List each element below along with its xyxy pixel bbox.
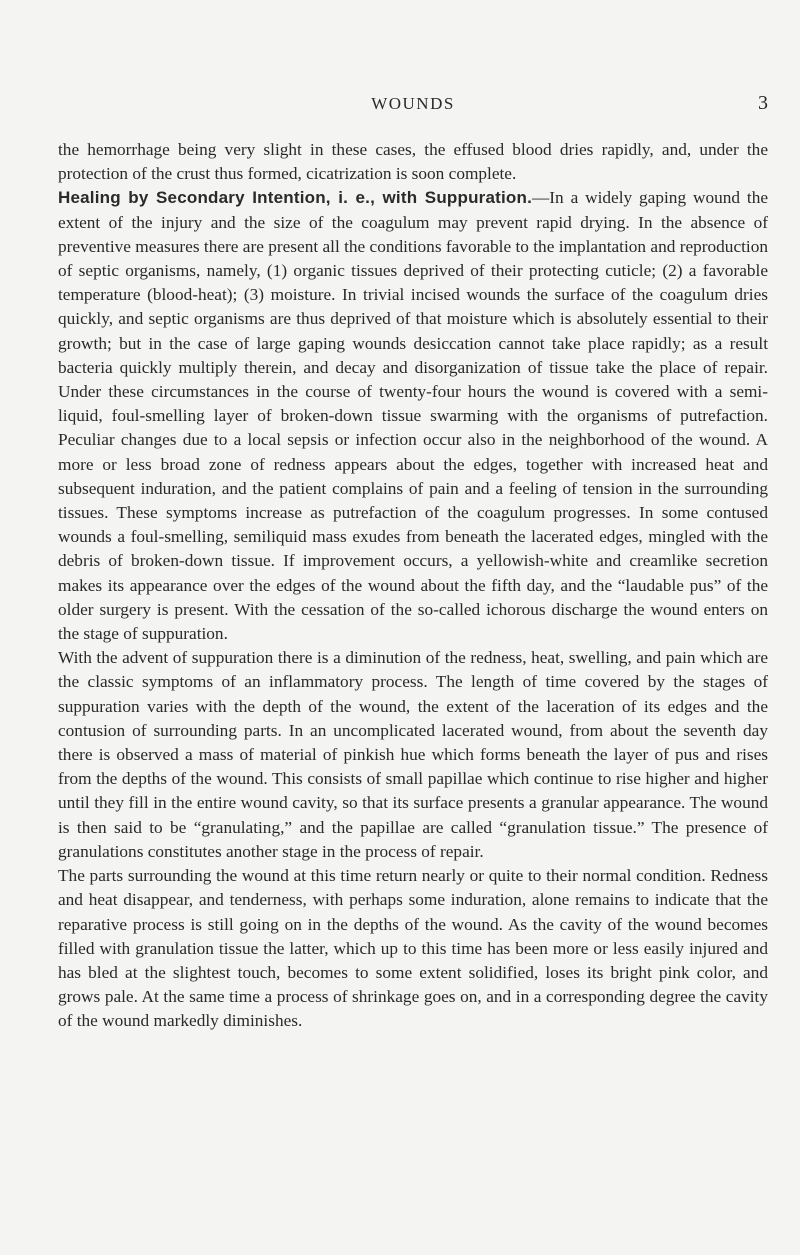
body-text xyxy=(58,138,768,1034)
paragraph-4: The parts surrounding the wound at this time return nearly or quite to their normal condition. Redness and heat disappear, and tenderness, with perhaps some induration, alone remains to indicate that the reparative process is still going on in the depths of the wound. As the cavity of the wound becomes filled with granulation tissue the latter, which up to this time has been more or less easily injured and has bled at the slightest touch, becomes to some extent solidified, loses its bright pink color, and grows pale. At the same time a process of shrinkage goes on, and in a corresponding degree the cavity of the wound markedly diminishes. xyxy=(58,866,768,1031)
page-number: 3 xyxy=(758,92,768,114)
running-head: WOUNDS xyxy=(371,94,455,113)
paragraph-2 xyxy=(58,186,768,646)
paragraph-3: With the advent of suppuration there is a diminution of the redness, heat, swelling, and pain which are the classic symptoms of an inflammatory process. The length of time covered by the stages of suppuration varies with the depth of the wound, the extent of the laceration of its edges and the contusion of surrounding parts. In an uncomplicated lacerated wound, from about the seventh day there is observed a mass of material of pinkish hue which forms beneath the layer of pus and rises from the depths of the wound. This consists of small papillae which continue to rise higher and higher until they fill in the entire wound cavity, so that its surface presents a granular appearance. The wound is then said to be “granulating,” and the papillae are called “granulation tissue.” The presence of granulations constitutes another stage in the process of repair. xyxy=(58,648,768,861)
page-header xyxy=(58,94,768,120)
paragraph-1: the hemorrhage being very slight in these cases, the effused blood dries rapidly, and, under the protection of the crust thus formed, cicatrization is soon complete. xyxy=(58,140,768,184)
section-heading: Healing by Secondary Intention, i. e., with Suppuration. xyxy=(58,188,533,208)
paragraph-2-text: —In a widely gaping wound the extent of the injury and the size of the coagulum may prevent rapid drying. In the absence of preventive measures there are present all the conditions favorable to the implantation and reproduction of septic organisms, namely, (1) organic tissues deprived of their protecting cuticle; (2) a favorable temperature (blood-heat); (3) moisture. In trivial incised wounds the surface of the coagulum dries quickly, and septic organisms are thus deprived of that moisture which is absolutely essential to their growth; but in the case of large gaping wounds desiccation cannot take place rapidly; as a result bacteria quickly multiply therein, and decay and disorganization of tissue take the place of repair. Under these circumstances in the course of twenty-four hours the wound is covered with a semi-liquid, foul-smelling layer of broken-down tissue swarming with the organisms of putrefaction. Peculiar changes due to a local sepsis or infection occur also in the neighborhood of the wound. A more or less broad zone of redness appears about the edges, together with increased heat and subsequent induration, and the patient complains of pain and a feeling of tension in the surrounding tissues. These symptoms increase as putrefaction of the coagulum progresses. In some contused wounds a foul-smelling, semiliquid mass exudes from beneath the lacerated edges, mingled with the debris of broken-down tissue. If improvement occurs, a yellowish-white and creamlike secretion makes its appearance over the edges of the wound about the fifth day, and the “laudable pus” of the older surgery is present. With the cessation of the so-called ichorous discharge the wound enters on the stage of suppuration. xyxy=(58,188,768,644)
